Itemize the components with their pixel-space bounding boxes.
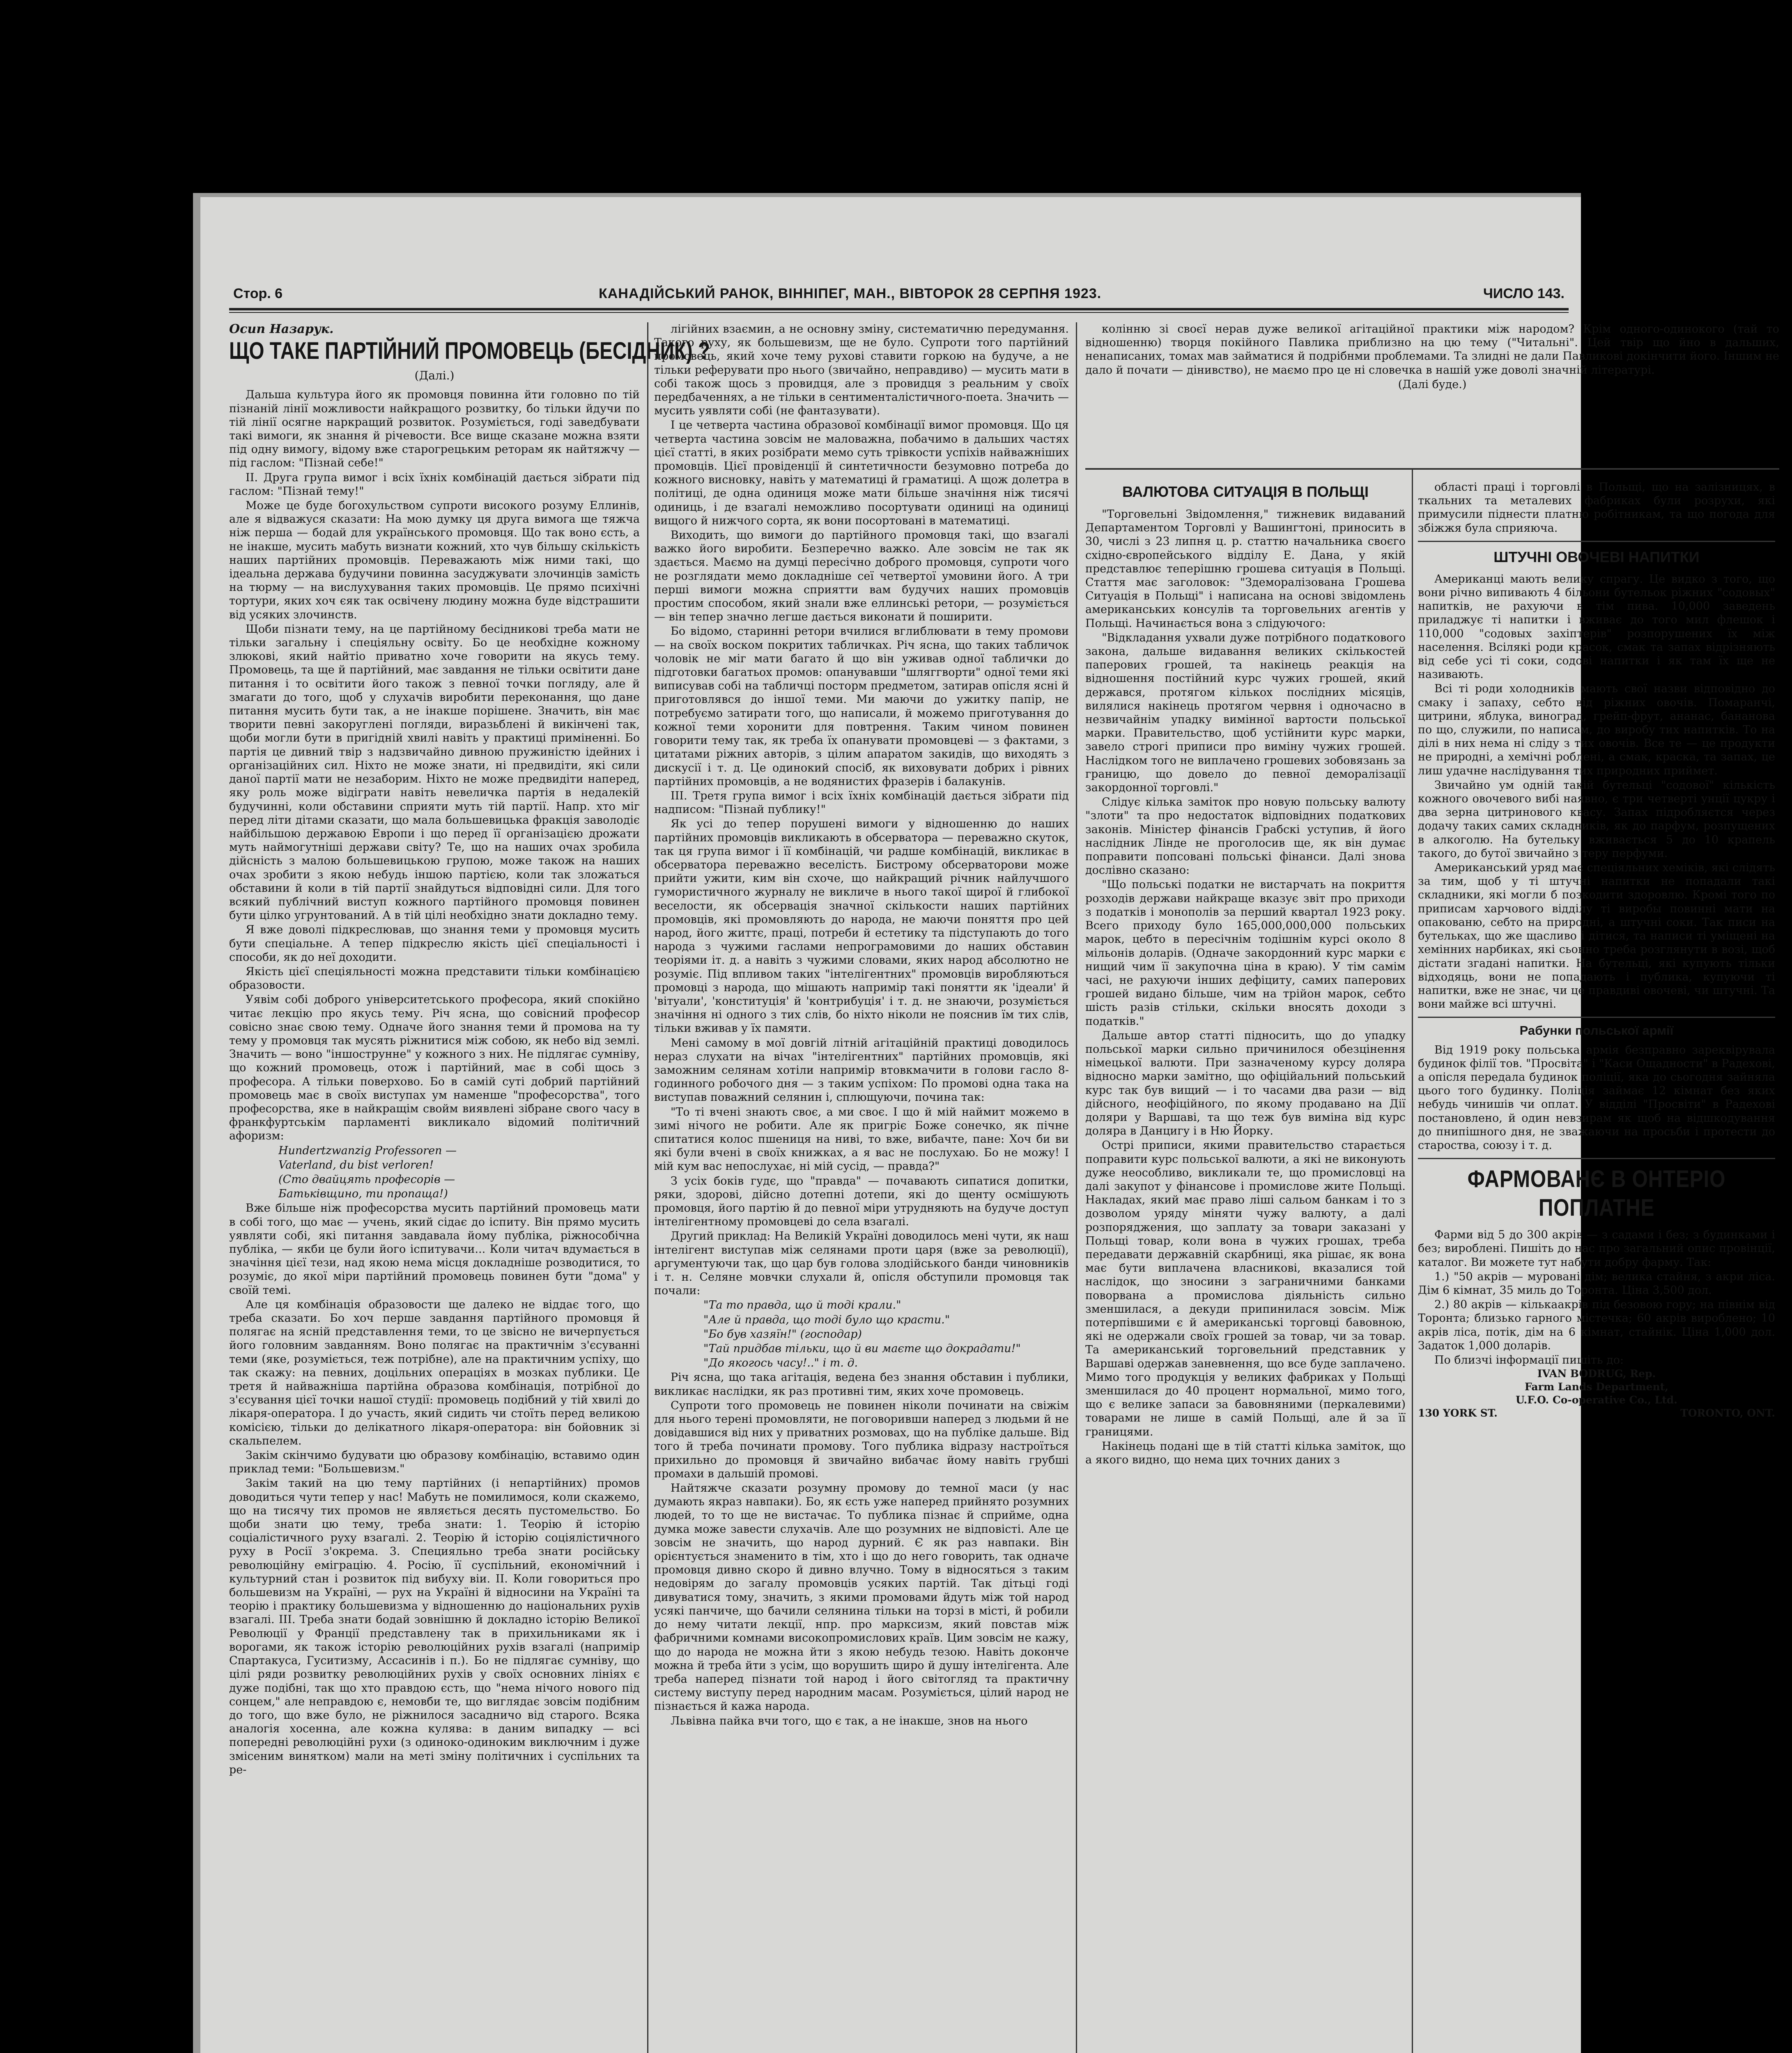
column-1 (229, 322, 710, 2053)
header-rule (229, 308, 1569, 310)
to-be-continued: (Далі буде.) (1398, 378, 1467, 391)
paragraph: Закім такий на цю тему партійних (і непартійних) промов доводиться чути тепер у нас! Мабуть не помилимося, коли скажемо, що на тисячу тих промов не являється десять пустомельство. Бо щоби знати цю тему, треба знати: 1. Теорію й історію соціалістичного руху взагалі. 2. Теорію й історію соціялістичного руху в Росії з'окрема. 3. Специяльно треба знати російську революційну еміграцію. 4. Росію, її суспільний, економічний і культурний стан і розвиток під вибуху віи. II. Коли говориться про большевизм на Україні, — рух на Україні й відносини на Україні та теорію і практику большевизма у відношенню до національних рухів взагалі. III. Треба знати бодай зовнішню й докладно історію Великої Революції у Франції представлену так в прихильниками як і ворогами, як також історію революційних рухів взагалі (напримір Спартакуса, Гуситизму, Ассасинів і п.). Бо не підлягає сумніву, що цілі ряди розвитку революційних рухів у своїх основних лініях є дуже подібні, так що хто правдою єсть, що "нема нічого нового під сонцем," але неправдою є, немовби те, що виглядає зовсім подібним до того, що вже було, не ріжнилося засадничо від старого. Всяка аналогія хосенна, але кожна кулява: в даним випадку — всі попередні революційні рухи (з одиноко-одиноким виключним і дуже змісеним винятком) мали на меті зміну політичних і суспільних та ре- (229, 1477, 640, 1776)
masthead: КАНАДІЙСЬКИЙ РАНОК, ВІННІПЕГ, МАН., ВІВТОРОК 28 СЕРПНЯ 1923. (599, 286, 1102, 301)
article-title: ВАЛЮТОВА СИТУАЦІЯ В ПОЛЬЩІ (1122, 483, 1369, 500)
paragraph: 2.) 80 акрів — кількаакрів під безовою гору; на півнім від Торонта; близько гарного містечка; 60 акрів вироблено; 10 акрів ліса, потік, дім на 6 кімнат, стайнік. Ціна 1,000 дол. Задаток 1,000 доларів. (1418, 1298, 1775, 1352)
paragraph: Мені самому в мої довгій літній агітаційній практиці доводилось нераз слухати на вічах "інтелігентних" партійних промовців, які заможним селянам хотіли напримір втовкмачити в голови гасло 8-годинного робочого дня — з таким успіхом: По промові одна така на виступав поважний селянин і, сплющуючи, почина так: (654, 1036, 1069, 1104)
paragraph: Уявім собі доброго університетського професора, який спокійно читає лекцію про якусь тему. Річ ясна, що совісний професор совісно знає свою тему. Одначе його знання теми й промова на ту тему у промовця так мусять ріжнитися між собою, як небо від землі. Значить — воно "іншострунне" у кожного з них. Не підлягає сумніву, що кожний промовець, отож і партійний, має в собі щось з професора. А тільки поверхово. Бо в самій суті добрий партійний промовець має в своїх виступах ум наменше "професорства", того професорства, яке в найкращім свойм виявлені зібране свого часу в франкфуртськім парламенті викликало відомий політичний афоризм: (229, 993, 640, 1143)
paragraph: Як усі до тепер порушені вимоги у відношенню до наших партійних промовців викликають в обсерватора — переважно скуток, так ця група вимог і її комбінацій, чи радше комбінацій, викликає в обсерватора переважно веселість. Бистрому обсерваторови може прийти ужити, ким він схоче, що найкращий річник найлучшого гумористичного журналу не викличе в нього такої щирої й глибокої веселости, як обсервація значної скількости наших партійних промовців, які промовляють до народа, не маючи поняття про цей народ, його життє, праці, потреби й естетику та підступають до того народа з чужими гаслами непрограмовими до наших обставин теоріями іт. д. а навіть з чужими словами, яких народ абсолютно не розуміє. Під впливом таких "інтелігентних" промовців виробляються промовці з народа, що мішають напримір такі понятти як 'ідеали' й 'вітуали', 'конституція' й 'контрибуція' і т. д. не знаючи, розуміється значіння ні одного з тих слів, бо ніхто ніколи не пояснив їм тих слів, тільки вживав у їх памяти. (654, 818, 1069, 1035)
paragraph: По близчі інформації пишіть до: (1434, 1353, 1624, 1366)
poem-line: (Сто двайцять професорів — (278, 1173, 455, 1186)
quote-line: "Але й правда, що тоді було що красти." (703, 1313, 950, 1326)
signature-city: TORONTO, ONT. (1680, 1407, 1775, 1419)
paragraph: "Відкладання ухвали дуже потрібного податкового закона, дальше видавання великих скількостей паперових грошей, та накінець реакція на відношення постійний курс чужих грошей, який держався, протягом кількох послідних місяців, вилялися накінець протягом червня і одночасно в незвичайнім упадку вимінної вартости польської марки. Правительство, щоб устійнити курс марки, завело строгі приписи про виміну чужих грошей. Наслідком того не виплачено грошевих зобовязань за границю, що довело до певної деморалізації закордонної торговлі." (1085, 631, 1406, 795)
paragraph: II. Друга група вимог і всіх їхніх комбінацій дається зібрати під гаслом: "Пізнай тему!" (229, 471, 640, 498)
paragraph: "Торговельні Звідомлення," тижневик видаваний Департаментом Торговлі у Вашингтоні, приносить в 30, числі з 23 липня ц. р. статтю начальника своєго східно-європейського відділу Е. Дана, у якій представлює теперішню грошева ситуація в Польщі. Стаття має заголовок: "Здеморалізована Грошева Ситуація в Польщі" і написана на основі звідомлень американських консулів та торговельних агентів у Польщі. Начинається вона з слідуючого: (1085, 508, 1406, 630)
page-header (229, 283, 1569, 308)
paragraph: Закім скінчимо будувати цю образову комбінацію, вставимо один приклад теми: "Большевизм." (229, 1449, 640, 1476)
paragraph: Вже більше ніж професорства мусить партійний промовець мати в собі того, що має — учень, який сідає до іспиту. Він прямо мусить уявляти собі, які питання завдавала йому публіка, ріжнособічна публіка, — якби це були його іспитувачи... Коли читач вдумається в значіння цієї тези, над якою нема місця докладніше розводитися, то розуміє, до якої міри партійний промовець повинен бути "дома" у своїй темі. (229, 1202, 640, 1297)
signature-address-line (1418, 1407, 1775, 1419)
paragraph: Дальше автор статті підносить, що до упадку польської марки сильно причинилося обезцінення німецької валюти. При зазначеному курсу доляра відносно марки замітно, що офіційальний польський курс так був вищий — і то часами два рази — від дійсного, неофіційного, по якому продавано на Дії доляри у Варшаві, та що теж був виміна від курс доляра в Данцигу і в Ню Йорку. (1085, 1029, 1406, 1138)
paragraph: І це четверта частина образової комбінації вимог промовця. Що ця четверта частина зовсім не маловажна, побачимо в дальших частях цієї статті, в яких розібрати мемо суть трівкости успіхів найважніших промовців. Цієї провіденції й синтетичности безумовно потреба до кожного висновку, навіть у математиці й граматиці. А щож долетра в політиці, де одна одиниця може мати більше значіння ніж тисячі одиниць, і де взагалі неможливо посортувати одиниці на одиниці вищого й нижчого сорта, як вони посортовані в математиці. (654, 419, 1069, 527)
paragraph: Фарми від 5 до 300 акрів — з садами і без; з будинками і без; вироблені. Пишіть до нас про загальний опис провінції, каталог. Ви можете тут набути добру фарму. Так: (1418, 1229, 1775, 1269)
paragraph: Всі ті роди холодників мають свої назви відповідно до смаку і запаху, себто від ріжних овочів. Помаранчі, цитрини, яблука, виноград, грейп-фрут, ананас, бананова по що, служили, по написам, до виробу тих напитків. То на ділі в них нема ні сліду з тих овочів. Все те — це продукти не природні, а хемічні роблені, а смак, краска, та запах, це лиш удачне наслідування тих природних приймет. (1418, 682, 1775, 777)
column-2 (654, 322, 1069, 2053)
paragraph: колінню зі своєї нерав дуже великої агітаційної практики між народом? Крім одного-одинокого (тай то відношенню) творця покійного Павлика приблизно на цю тему ("Читальні". Цей твір що йно в дальших, ненаписаних, томах мав займатися й подрібнми проблемами. Та злидні не дали Павликові докінчити його. Іншим не дало й почати — дінивство), не маємо про це ні словечка в нашій уже доволі значній літературі. (1085, 323, 1779, 377)
paragraph: Найтяжче сказати розумну промову до темної маси (у нас думають якраз навпаки). Бо, як єсть уже наперед прийнято розумних людей, то то ще не вистачає. То публика пізнає й сприйме, одна думка може завести слухачів. Але що розумних не відповісті. Але це зовсім не значить, що народ дурний. Є як раз навпаки. Він орієнтується знаменито в тім, хто і що до него говорить, так одначе промовця дивно скоро й дивно влучно. Тому в відносяться з таким недовірям до загалу промовців усяких партій. Так дітьці годі дивуватися тому, значить, з якими промовами йдуть між той народ усякі панчиче, що бачили селянина тільки на торзі в місті, й робили до нему читати лекції, нпр. про марксизм, який повстав між фабричними комнами високопромислових країв. Цим зовсім не кажу, що до народа не можна йти з якою небудь тезою. Навіть доконче можна й треба йти з усім, що ворушить щиро й душу інтелігента. Але треба наперед пізнати той народ і його світогляд та практичну систему виступу перед народним масам. Розуміється, цілий народ не пізнається й кажа народа. (654, 1482, 1069, 1713)
paragraph: Слідує кілька заміток про новую польську валюту "злоти" та про недостаток відповідних податкових законів. Міністер фінансів Грабскі уступив, й його наслідник Лінде не проголосив ще, як він думає поправити попсовані польські фінанси. Далі знова дослівно сказано: (1085, 796, 1406, 877)
paragraph: З усіх боків гудє, що "правда" — почавають сипатися допитки, ряки, здорові, дійсно дотепні дотепи, які до щенту осмішують промовця, його партію й до певної міри утрудняють на будуче доступ інтелігентному промовцеві до села взагалі. (654, 1174, 1069, 1229)
paragraph: "Що польські податки не вистарчать на покриття розходів держави найкраще вказує звіт про приходи з податків і монополів за перший квартал 1923 року. Всего приходу було 165,000,000,000 польських марок, цебто в пересічнім тодішнім курсі около 8 мільонів доларів. (Одначе закордонний курс марки є нищий чим її закупочна ціна в краю). У тім самім часі, не рахуючи інших дефіциту, самих паперових грошей видано більше, чим на трійон марок, себто шість разів стільки, скільки вносять доходи з податків." (1085, 878, 1406, 1028)
paragraph: Від 1919 року польська армія безправно зареквірувала будинок філії тов. "Просвіта" і "Каси Ощадности" в Радехові, а опісля передала будинок поліції, яка до сьогодня зайняла цього того будинку. Поліція займає 12 кімнат без яких небудь чинишів чи оплат. У відділі "Просвіти" в Радехові постановлено, й один невзирам як щоб на відшкодування до пнипішного дня, не зважаючи на просьби і протести до староства, союзу і т. д. (1418, 1043, 1775, 1152)
paragraph: лігійних взаємин, а не основну зміну, систематичню передумання. Такого руху, як большевизм, ще не було. Супроти того партійний промовець, який хоче тему рухові ставити горкою на будуче, а не тільки реферувати про нього (звичайно, неправдиво) — мусить мати в собі також щось з провидця, але з провидця з реальним у своїх передбаченнях, а не тільки в сентименталістичного-поета. Значить — мусить уявляти собі (не фантазувати). (654, 323, 1069, 418)
article-title: Рабунки польської армії (1519, 1023, 1674, 1038)
column-divider (1076, 322, 1077, 2053)
article-author: Осип Назарук. (229, 322, 334, 336)
paragraph: Острі приписи, якими правительство старається поправити курс польської валюти, а які не виконують дуже неособливо, викликали те, що промисловці на далі закупот у фінансове і промислове жите Польщі. Накладах, який має право ліші сальом банкам і то з дозволом уряду міняти чужу валюту, а далі розпоряджения, що заплату за товари заказані у Польщі товар, коли вона в чужих грошах, треба передавати державній скарбниці, яка рішає, як вона має бути виплачена власникові, вказалися той наслідок, що зносини з заграничними банками поворвана а промислова діяльність сильно зменшилася, а декуди припинилася зовсім. Між потерпівшими є й американські торговці бавовною, які не одержали своїх грошей за товар, чи за товар. Та американський торговельний представник у Варшаві одержав заневнення, що все буде заплачено. Мимо того продукція у великих фабриках у Польщі зменшилася до 40 процент нормальної, мимо того, що є велике запаси за бавовняними (перкалевими) товарами не лише в самій Польщі, але й за її границями. (1085, 1139, 1406, 1438)
paragraph: Американський уряд має спеціяльних хеміків, які слідять за тим, щоб у ті штучні напитки не попадали такі складники, які могли б позкодити здоровлю. Кромі того по приписам харчового відділу ті виробы повинні мати на опакованю, себто на природні, а штучні соки. Так писи на бутельках, що же щасливо і дітися, та написи ті уміщені на хемінних нарбиках, які сьонно треба розглянути в возі, щоб дістати згадані напитки. На бутельці, які купують тільки відходяць, вони не попадають і публика, купуючи ті напитки, вже не знає, чи це правдиві овочеві, чи штучні. Та вони майже всі штучні. (1418, 861, 1775, 1011)
signature-address: 130 YORK ST. (1418, 1407, 1498, 1419)
article-subtitle: (Далі.) (414, 369, 455, 383)
column-divider (647, 322, 648, 2053)
paragraph: Другий приклад: На Великій Україні доводилось мені чути, як наш інтелігент виступав між селянами проти царя (вже за революції), аргументуючи так, що цар був голова злодійського банди чиновників і т. н. Селяне мовчки слухали й, опісля обступили промовця так почали: (654, 1230, 1069, 1297)
poem-line: Hundertzwanzig Professoren — (278, 1144, 457, 1157)
paragraph: Звичайно ум одній такій бутельці "содової" кількість кожного овочевого вибі наявно, є три четверті унції цукру і два зерна цитринового квасу. Запах підробляєтся через додачу таких самих складників, як до парфум, розпущених в алкоголю. На бутельку вживається 5 до 10 крапель такого, до бутої звичайно з теру перфуми. (1418, 778, 1775, 860)
continuation-block (1085, 322, 1779, 458)
header-rule-thin (229, 312, 1569, 313)
quote-line: "До якогось часу!.." і т. д. (703, 1357, 858, 1370)
divider (1418, 1017, 1775, 1018)
quote-line: "Тай придбав тільки, що й ви маєте що докрадати!" (703, 1342, 1021, 1355)
paragraph: 1.) "50 акрів — муровані дім; велика стайня, з акри ліса. Дім 6 кімнат, 35 миль до Торонта. Ціна 3,500 дол. (1418, 1270, 1775, 1297)
article-title: ШТУЧНІ ОВОЧЕВІ НАПИТКИ (1493, 548, 1700, 565)
paragraph: Я вже доволі підкреслював, що знання теми у промовця мусить бути спеціальне. А тепер підкреслю якість цієї спеціальності і способи, як до неї доходити. (229, 923, 640, 964)
paragraph: III. Третя група вимог і всіх їхніх комбінацій дається зібрати під надписом: "Пізнай публику!" (654, 789, 1069, 816)
quote-line: "Бо був хазяїн!" (господар) (703, 1327, 862, 1341)
paragraph: Супроти того промовець не повинен ніколи починати на свіжім для нього терені промовляти, не поговоривши наперед з людьми й не довідавшися від них у приватних розмовах, що на публіке дальше. Від того й треба починати промову. Того публика відразу настроїться прихильно до промовця й звичайно вибачає йому навіть грубші промахи в дальшій промові. (654, 1399, 1069, 1480)
paragraph: Накінець подані ще в тій статті кілька заміток, що а якого видно, що нема цих точних даних з (1085, 1440, 1406, 1467)
paragraph: Бо відомо, старинні ретори вчилися вглиблювати в тему промови — на своїх воском покритих табличках. Річ ясна, що таких табличок чоловік не міг мати багато й що він уживав одної таблички до підготовки багатьох промов: опанувавши "шляггворти" одної теми які виписував собі на табличці посторм предметом, затирав опісля ясні й приготовлявся до іншої теми. Ми маючи до ужитку папір, не потребуємо затирати того, що написали, й можемо приготування до кожної теми хоронити для повтрення. Таким чином повинен говорити тему так, як треба їх опанувати промовцеві — з фактами, з цитатами ріжних авторів, з цілим апаратом закидів, що виходять з дискусії і т. д. Це одинокий спосіб, як виховувати добрих і рівних партійних промовців, а не водянистих фразерів і балакунів. (654, 625, 1069, 788)
paragraph: Якість цієї спеціяльності можна представити тільки комбінацією образовости. (229, 965, 640, 992)
signature-company: U.F.O. Co-operative Co., Ltd. (1516, 1394, 1677, 1406)
signature-dept: Farm Lands Department, (1525, 1381, 1668, 1393)
paragraph: Дальша культура його як промовця повинна йти головно по тій пізнаній лінії можливости найкращого розвитку, бо тільки йдучи по тій лінії осягне наркращий розвиток. Розуміється, годі заведбувати такі вимоги, як знання й річевости. Все вище сказане можна взяти під одну вимогу, відому вже старогрецьким реторам як найтяжчу — під гаслом: "Пізнай себе!" (229, 388, 640, 470)
paragraph: Виходить, що вимоги до партійного промовця такі, що взагалі важко його виробити. Безперечно важко. Але зовсім не так як здається. Маємо на думці пересічно доброго промовця, супроти чого не розглядати мемо докладніше сеї четвертої умовини його. А три перші вимоги можна сприятти вам будучих наших промовців простим способом, який знали вже еллинські ретори, — розуміється — він тепер значно легше дається виконати й поширити. (654, 529, 1069, 624)
paragraph: Може це буде богохульством супроти високого розуму Еллинів, але я відважуся сказати: На мою думку ця друга вимога ще тяжча ніж перша — бодай для українського промовця. Що так воно єсть, а не інакше, мусить мабуть визнати кожний, хто чув більшу скількість наших партійних промовців. Переважають між ними такі, що ідеальна держава будучини повинна засуджувати злочинців замість на тюрму — на вислухування таких промовців. Це прямо психічні тортури, яких хоч єяк так освічену людину можна буде відстрашити від усяких злочинств. (229, 499, 640, 621)
quote-line: "Та то правда, що й тоді крали." (703, 1299, 901, 1312)
paragraph: Річ ясна, що така агітація, ведена без знання обставин і публики, викликає наслідки, як раз противні тим, яких хоче промовець. (654, 1371, 1069, 1398)
article-title: ФАРМОВАНЄ В ОНТЕРІО ПОПЛАТНЕ (1467, 1166, 1726, 1222)
paragraph: Щоби пізнати тему, на це партійному бесідникові треба мати не тільки загальну і спеціяльну освіту. Бо це необхідне кожному злюкові, який найтіо приватно хоче говорити на якусь тему. Промовець, та ще й партійний, має завдання не тільки освітити дане питання і то освітити його також з певної точки погляду, але й змагати до того, щоб у слухачів виробити переконання, що дане питання мусить бути так, а не інакше порішене. Значить, він має творити певні закоруглені погляди, виразьблені й викінчені так, щоби могли бути в пригідній хвилі навіть у практиці приміненні. Бо партія це дивний твір з надзвичайно дивною пружиністю ідейних і організаційних сил. Ніхто не може знати, ні предвидіти, які сили даної партії мати не незаборим. Ніхто не може предвидіти наперед, яку роль може відіграти навіть невеличка партія в недалекій будучинні, коли обставини сприяти муть тій партії. Напр. хто міг перед літи дітами сказати, що мала большевицька фракція заволодіє найбільшою державою Европи і що перед її організацією дрожати муть наймогутніші держави світу? Те, що на наших очах зробила дійсність з малою большевицькою групою, може також на наших очах зробити з якою небудь іншою партією, коли так зложаться обставини й коли в тій партії знайдуться відповідні сили. Для того всякий публічний виступ кожного партійного промовця повинен бути цілко угрунтований. А в тій цілі необхідно знати докладно тему. (229, 622, 640, 922)
issue-number: ЧИСЛО 143. (1483, 286, 1565, 301)
paragraph: Американці мають велику спрагу. Це видко з того, що вони річно випивають 4 більони бутельок ріжних "содовых" напитків, не рахуючи в тім пива. 10,000 заведень приладжує ті напитки і вживає до того мил флешок і 110,000 "содовых захіптерів" розпорушених їх між населення. Всілякі роди красок, смак та запах відрізняють від себе усі ті соки, содові напитки і як там їх ще не називають. (1418, 572, 1775, 681)
poem-line: Vaterland, du bist verloren! (278, 1158, 434, 1171)
poem-line: Батьківщино, ти пропаща!) (278, 1187, 448, 1201)
section-rule (1085, 468, 1779, 470)
signature-name: IVAN BODRUG, Rep. (1537, 1368, 1656, 1380)
paragraph: області праці і торговлі в Польщі, що на залізницях, в ткальних та металевих фабриках були розрухи, які примусили піднести платню робітникам, та що погода для збіжжя була сприяюча. (1418, 481, 1775, 535)
column-4 (1418, 480, 1775, 2053)
newspaper-page (193, 193, 1779, 2053)
column-divider (1412, 468, 1413, 2053)
paragraph: Львівна пайка вчи того, що є так, а не інакше, знов на нього (671, 1714, 1028, 1727)
page-number: Стор. 6 (233, 286, 283, 301)
paragraph: Але ця комбінація образовости ще далеко не віддає того, що треба сказати. Бо хоч перше завдання партійного промовця й полягає на ясній представлення теми, то це звісно не вичерпується його головним завданням. Воно полягає на практичнім з'єсуванні теми (яке, розуміється, теж потрібне), але на практичним успіху, що так скажу: на певних, доцільних операціях в мозках публики. Це третя й найважніша партійна образова комбінація, потрібної до з'єсування цієї точки нашої студії: промовець подібний у тій хвилі до лікаря-оператора. І до участь, який сидить чи стоїть перед великою комісією, тільки до делікатного лікаря-оператора: він бойовник зі скальпелем. (229, 1298, 640, 1447)
article-title: ЩО ТАКЕ ПАРТІЙНИЙ ПРОМОВЕЦЬ (БЕСІДНИК) ? (229, 338, 710, 365)
paragraph: "То ті вчені знають своє, а ми своє. І що й мій наймит можемо в зимі нічого не робити. Але як пригріє Боже сонечко, як пічне спитатися колос пшениця на ниві, то вже, вибачте, пане: Хоч би ви які були вчені в своїх книжках, а я вас не послухаю. Бо не можу! І мій кум вас непослухає, ні мій сусід, — правда?" (654, 1105, 1069, 1173)
page-content (229, 238, 1779, 2053)
divider (1418, 541, 1775, 542)
column-3 (1085, 480, 1406, 2053)
divider (1418, 1158, 1775, 1159)
